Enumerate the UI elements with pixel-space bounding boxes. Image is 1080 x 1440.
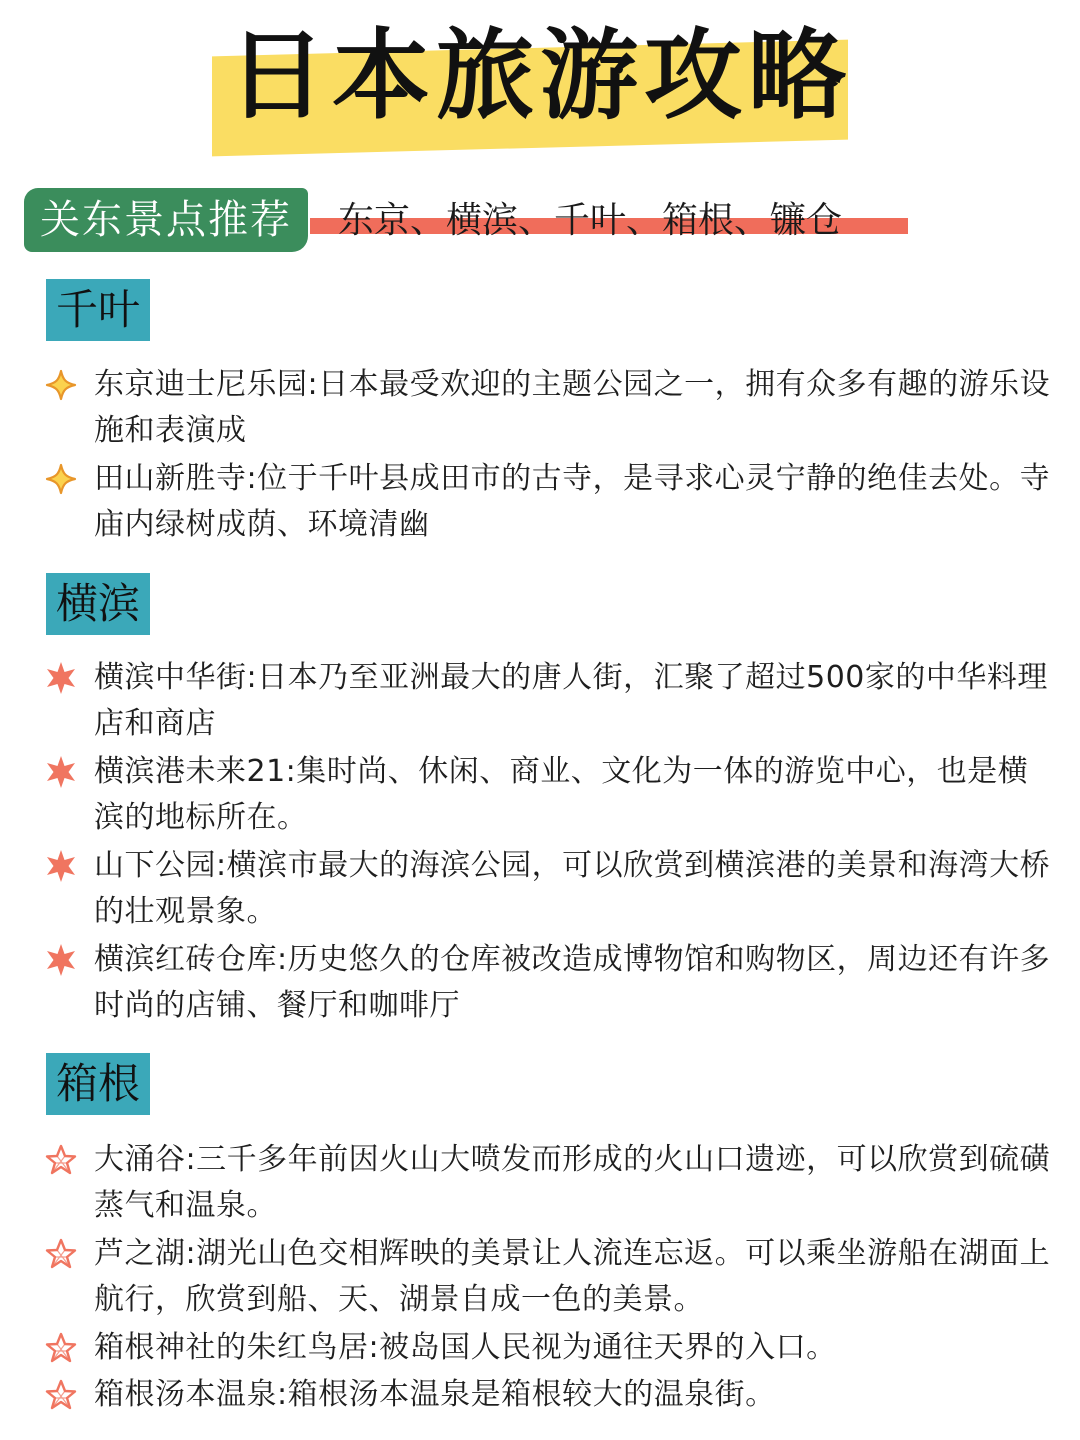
item-text: 田山新胜寺:位于千叶县成田市的古寺，是寻求心灵宁静的绝佳去处。寺庙内绿树成荫、环境清幽 <box>94 461 1051 542</box>
star-filled-icon <box>44 849 78 883</box>
star-filled-icon <box>44 755 78 789</box>
item-text: 大涌谷:三千多年前因火山大喷发而形成的火山口遗迹，可以欣赏到硫磺蒸气和温泉。 <box>94 1142 1051 1223</box>
star-outline-icon <box>44 1331 78 1365</box>
item-text: 箱根神社的朱红鸟居:被岛国人民视为通往天界的入口。 <box>94 1330 837 1365</box>
star-outline-icon <box>44 1237 78 1271</box>
sparkle-icon <box>44 368 78 402</box>
item-text: 芦之湖:湖光山色交相辉映的美景让人流连忘返。可以乘坐游船在湖面上航行，欣赏到船、天、湖景自成一色的美景。 <box>94 1236 1051 1317</box>
item-text: 箱根汤本温泉:箱根汤本温泉是箱根较大的温泉街。 <box>94 1377 776 1412</box>
item-text: 横滨港未来21:集时尚、休闲、商业、文化为一体的游览中心，也是横滨的地标所在。 <box>94 754 1029 835</box>
sparkle-icon <box>44 462 78 496</box>
section-tag-hakone: 箱根 <box>46 1053 150 1115</box>
item-text: 横滨中华街:日本乃至亚洲最大的唐人街，汇聚了超过500家的中华料理店和商店 <box>94 660 1048 741</box>
star-filled-icon <box>44 943 78 977</box>
region-badge: 关东景点推荐 <box>24 188 308 252</box>
star-outline-icon <box>44 1378 78 1412</box>
subtitle-row <box>24 188 904 254</box>
star-outline-icon <box>44 1143 78 1177</box>
item-text: 东京迪士尼乐园:日本最受欢迎的主题公园之一，拥有众多有趣的游乐设施和表演成 <box>94 367 1051 448</box>
star-filled-icon <box>44 661 78 695</box>
item-text: 横滨红砖仓库:历史悠久的仓库被改造成博物馆和购物区，周边还有许多时尚的店铺、餐厅和咖啡厅 <box>94 942 1051 1023</box>
section-tag-chiba: 千叶 <box>46 279 150 341</box>
section-tag-yokohama: 横滨 <box>46 573 150 635</box>
city-list: 东京、横滨、千叶、箱根、镰仓 <box>338 200 843 241</box>
page-title: 日本旅游攻略 <box>227 19 852 133</box>
title-area <box>0 0 1080 170</box>
item-text: 山下公园:横滨市最大的海滨公园，可以欣赏到横滨港的美景和海湾大桥的壮观景象。 <box>94 848 1051 929</box>
